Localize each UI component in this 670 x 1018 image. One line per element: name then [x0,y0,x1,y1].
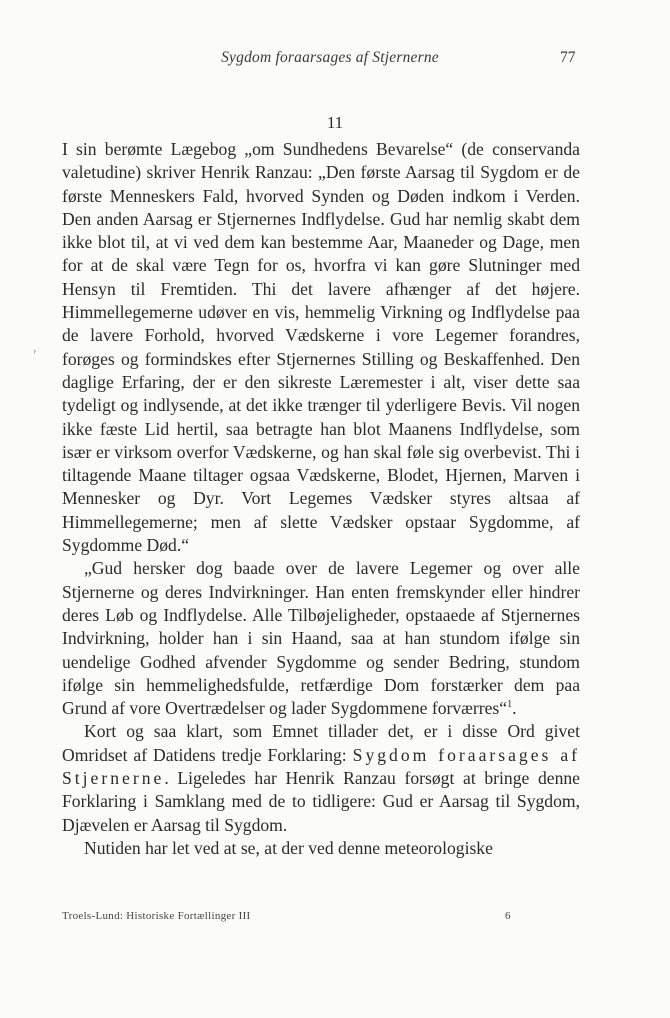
page-number: 77 [560,49,576,66]
paragraph-2 [62,557,580,720]
footnote-marker: 1 [507,699,513,711]
margin-mark: › [33,346,37,357]
paragraph-3-end: . Ligeledes har Henrik Ranzau forsøgt at bringe denne Forklaring i Samklang med de to tidligere: Gud er Aarsag til Sygdom, Djævelen er Aarsag til Sygdom. [62,768,580,835]
paragraph-3 [62,720,580,836]
paragraph-2-end: . [512,698,517,719]
paragraph-3-emphasis: Sygdom foraarsages af Stjernerne [62,744,580,789]
body-text [62,138,580,860]
page-footer [62,910,580,926]
paragraph-1: I sin berømte Lægebog „om Sundhedens Bevarelse“ (de conservanda valetudine) skriver Henrik Ranzau: „Den første Aarsag til Sygdom er de første Menneskers Fald, hvorved Synden og Døden indkom i Verden. Den anden Aarsag er Stjernernes Indflydelse. Gud har nemlig skabt dem ikke blot til, at vi ved dem kan bestemme Aar, Maaneder og Dage, men for at de skal være Tegn for os, hvorfra vi kan gøre Slutninger med Hensyn til Fremtiden. Thi det lavere afhænger af det højere. Himmellegemerne udøver en vis, hemmelig Virkning og Indflydelse paa de lavere Forhold, hvorved Vædskerne i vore Legemer forandres, forøges og formindskes efter Stjernernes Stilling og Beskaffenhed. Den daglige Erfaring, der er den sikreste Læremester i alt, viser dette saa tydeligt og indlysende, at det ikke trænger til yderligere Bevis. Vil nogen ikke fæste Lid hertil, saa betragte han blot Maanens Indflydelse, som især er virksom overfor Vædskerne, og han skal føle sig overbevist. Thi i tiltagende Maane tiltager ogsaa Vædskerne, Blodet, Hjernen, Marven i Mennesker og Dyr. Vort Legemes Vædsker styres altsaa af Himmellegemerne; men af slette Vædsker opstaar Sygdomme, af Sygdomme Død.“ [62,139,580,556]
paragraph-4: Nutiden har let ved at se, at der ved denne meteorologiske [84,837,493,858]
footer-sheet-number: 6 [505,910,511,922]
paragraph-3-start: Kort og saa klart, som Emnet tillader det, er i disse Ord givet Omridset af Datidens tredje Forklaring: [62,721,580,765]
paragraph-2-text: „Gud hersker dog baade over de lavere Legemer og over alle Stjernerne og deres Indvirkninger. Han enten fremskynder eller hindrer deres Løb og Indflydelse. Alle Tilbøjeligheder, opstaaede af Stjernernes Indvirkning, holder han i sin Haand, saa at han stundom ifølge sin uendelige Godhed afvender Sygdomme og sender Bedring, stundom ifølge sin hemmelighedsfulde, retfærdige Dom forstærker dem paa Grund af vore Overtrædelser og lader Sygdommene forværres“ [62,558,580,719]
running-title: Sygdom foraarsages af Stjernerne [221,49,439,66]
chapter-number: 11 [326,113,344,132]
footer-signature: Troels-Lund: Historiske Fortællinger III [62,910,251,922]
running-head [0,49,670,73]
